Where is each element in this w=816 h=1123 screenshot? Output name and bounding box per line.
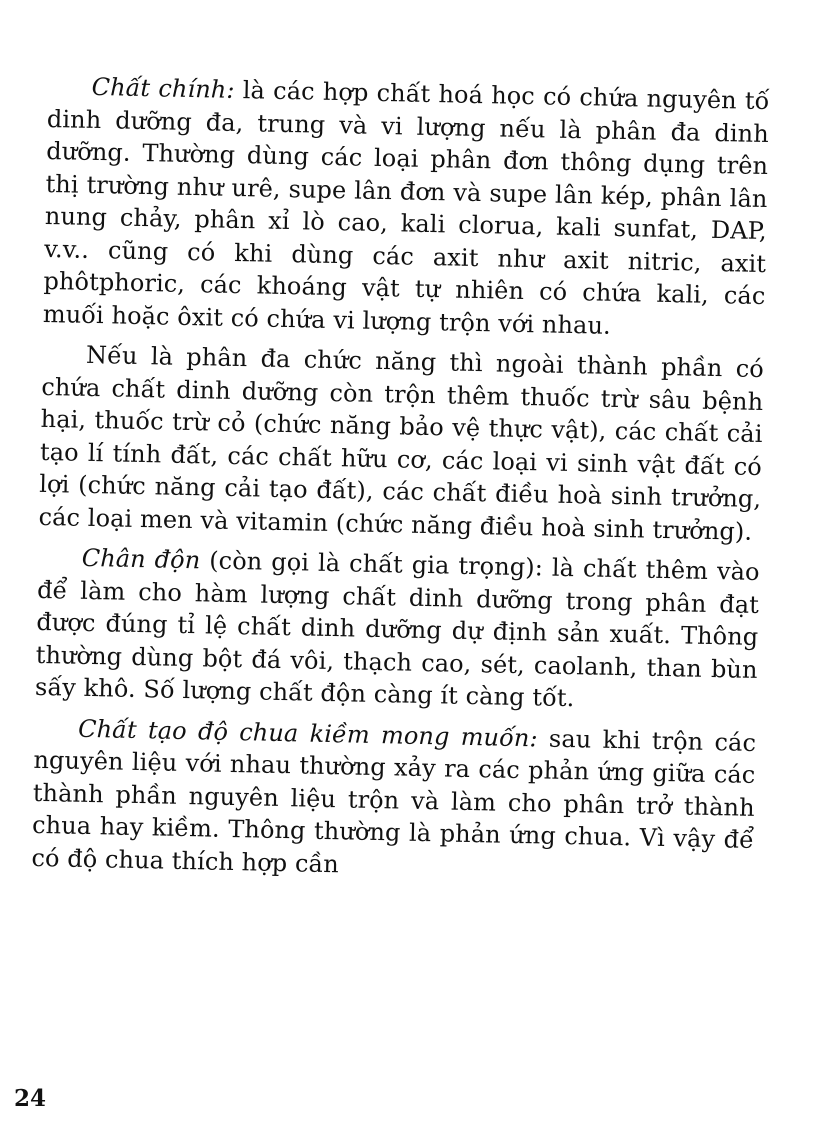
term-chat-chinh: Chất chính: — [91, 72, 235, 104]
paragraph-multifunction — [38, 338, 764, 548]
term-chan-don: Chân độn — [81, 543, 201, 575]
book-page-body — [31, 70, 770, 897]
term-chat-tao-do-chua: Chất tạo độ chua kiềm mong muốn: — [77, 714, 538, 752]
paragraph-acidity-agent — [31, 711, 756, 889]
paragraph-text: là các hợp chất hoá học có chứa nguyên tố dinh dưỡng đa, trung và vi lượng nếu là phân đa dinh dưỡng. Thường dùng các loại phân đơn thông dụng trên thị trường như urê, supe lân đơn và supe lân kép, phân lân nung chảy, phân xỉ lò cao, kali clorua, kali sunfat, DAP, v.v.. cũng có khi dùng các axit như axit nitric, axit phôtphoric, các khoáng vật tự nhiên có chứa kali, các muối hoặc ôxit có chứa vi lượng trộn với nhau. — [42, 75, 770, 340]
paragraph-text: Nếu là phân đa chức năng thì ngoài thành phần có chứa chất dinh dưỡng còn trộn thêm thuốc trừ sâu bệnh hại, thuốc trừ cỏ (chức năng bảo vệ thực vật), các chất cải tạo lí tính đất, các chất hữu cơ, các loại vi sinh vật đất có lợi (chức năng cải tạo đất), các chất điều hoà sinh trưởng, các loại men và vitamin (chức năng điều hoà sinh trưởng). — [38, 340, 765, 546]
paragraph-text: sau khi trộn các nguyên liệu với nhau thường xảy ra các phản ứng giữa các thành phần nguyên liệu trộn và làm cho phân trở thành chua hay kiềm. Thông thường là phản ứng chua. Vì vậy để có độ chua thích hợp cần — [31, 723, 757, 878]
page-number: 24 — [14, 1085, 47, 1112]
paragraph-main-substance — [43, 70, 770, 345]
paragraph-filler — [35, 541, 760, 719]
paragraph-text: (còn gọi là chất gia trọng): là chất thêm vào để làm cho hàm lượng chất dinh dưỡng trong phân đạt được đúng tỉ lệ chất dinh dưỡng dự định sản xuất. Thông thường dùng bột đá vôi, thạch cao, sét, caolanh, than bùn sấy khô. Số lượng chất độn càng ít càng tốt. — [34, 546, 760, 713]
